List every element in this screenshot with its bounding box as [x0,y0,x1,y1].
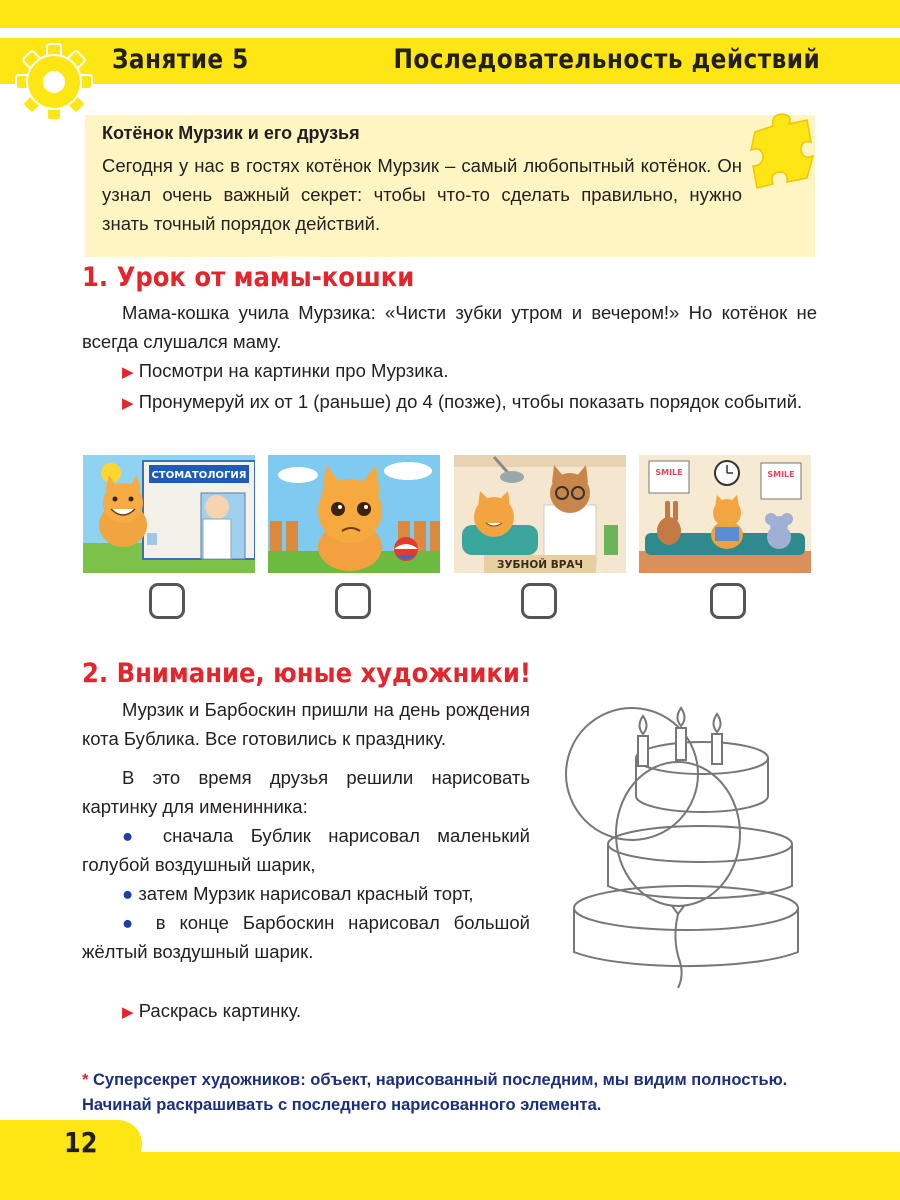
instruction-2: Пронумеруй их от 1 (раньше) до 4 (позже), чтобы показать порядок событий. [138,391,803,412]
arrow-right-icon: ▶ [122,395,134,412]
order-checkbox-1[interactable] [149,583,185,619]
section-1-paragraph: Мама-кошка учила Мурзика: «Чисти зубки утром и вечером!» Но котёнок не всегда слушался маму. [82,302,817,352]
clinic-sign: СТОМАТОЛОГИЯ [151,470,247,481]
bullet-icon: ● [122,912,142,933]
page-number: 12 [64,1126,98,1159]
cake-bottom-tier [574,908,798,966]
bullet-text-3: в конце Барбоскин нарисовал большой жёлтый воздушный шарик. [82,912,531,962]
coloring-drawing [560,700,816,990]
section-2-paragraph-2: В это время друзья решили нарисовать картинку для именинника: [82,767,530,817]
instruction-row-1 [82,356,817,387]
candles [638,708,722,766]
bullet-text-2: затем Мурзик нарисовал красный торт, [138,883,474,904]
intro-text: Сегодня у нас в гостях котёнок Мурзик – самый любопытный котёнок. Он узнал очень важный секрет: чтобы что-то сделать правильно, нужно знать точный порядок действий. [102,155,742,234]
section-2-text [82,695,530,1027]
picture-dentist-chair [454,455,626,573]
lesson-title: Занятие 5 [112,44,249,75]
coloring-instruction: Раскрась картинку. [138,1000,302,1021]
poster-label-1: SMILE [655,468,683,477]
top-color-strip [0,0,900,28]
section-1-title: 1. Урок от мамы-кошки [82,262,415,293]
instruction-1: Посмотри на картинки про Мурзика. [138,360,449,381]
order-checkbox-3[interactable] [521,583,557,619]
section-2-paragraph-1: Мурзик и Барбоскин пришли на день рождения кота Бублика. Все готовились к празднику. [82,699,530,749]
arrow-right-icon: ▶ [122,1004,134,1021]
footnote [82,1068,822,1118]
picture-dentist-clinic [83,455,255,573]
poster-label-2: SMILE [767,470,795,479]
balloon-string [675,914,681,988]
bullet-icon: ● [122,883,134,904]
footnote-text: Суперсекрет художников: объект, нарисованный последним, мы видим полностью. Начинай раскрашивать с последнего нарисованного элемента. [82,1071,788,1114]
puzzle-piece-icon [745,112,815,190]
order-checkbox-2[interactable] [335,583,371,619]
gear-icon [14,42,94,122]
section-2-title: 2. Внимание, юные художники! [82,658,531,689]
picture-waiting-room [639,455,811,573]
dentist-sign: ЗУБНОЙ ВРАЧ [496,559,584,571]
instruction-row-2 [82,387,817,418]
section-1-text [82,298,817,418]
cake-middle-tier [608,844,792,898]
picture-crying-kitten [268,455,440,573]
intro-heading: Котёнок Мурзик и его друзья [102,123,360,143]
bullet-text-1: сначала Бублик нарисовал маленький голубой воздушный шарик, [82,825,531,875]
bullet-item-3 [82,908,530,966]
big-balloon-outline [616,762,740,906]
bullet-item-1 [82,821,530,879]
bullet-item-2 [82,879,530,908]
header-title: Последовательность действий [393,44,820,75]
arrow-right-icon: ▶ [122,364,134,381]
bullet-icon: ● [122,825,146,846]
order-checkbox-4[interactable] [710,583,746,619]
coloring-instruction-row [82,996,530,1027]
footnote-star: * [82,1071,89,1089]
